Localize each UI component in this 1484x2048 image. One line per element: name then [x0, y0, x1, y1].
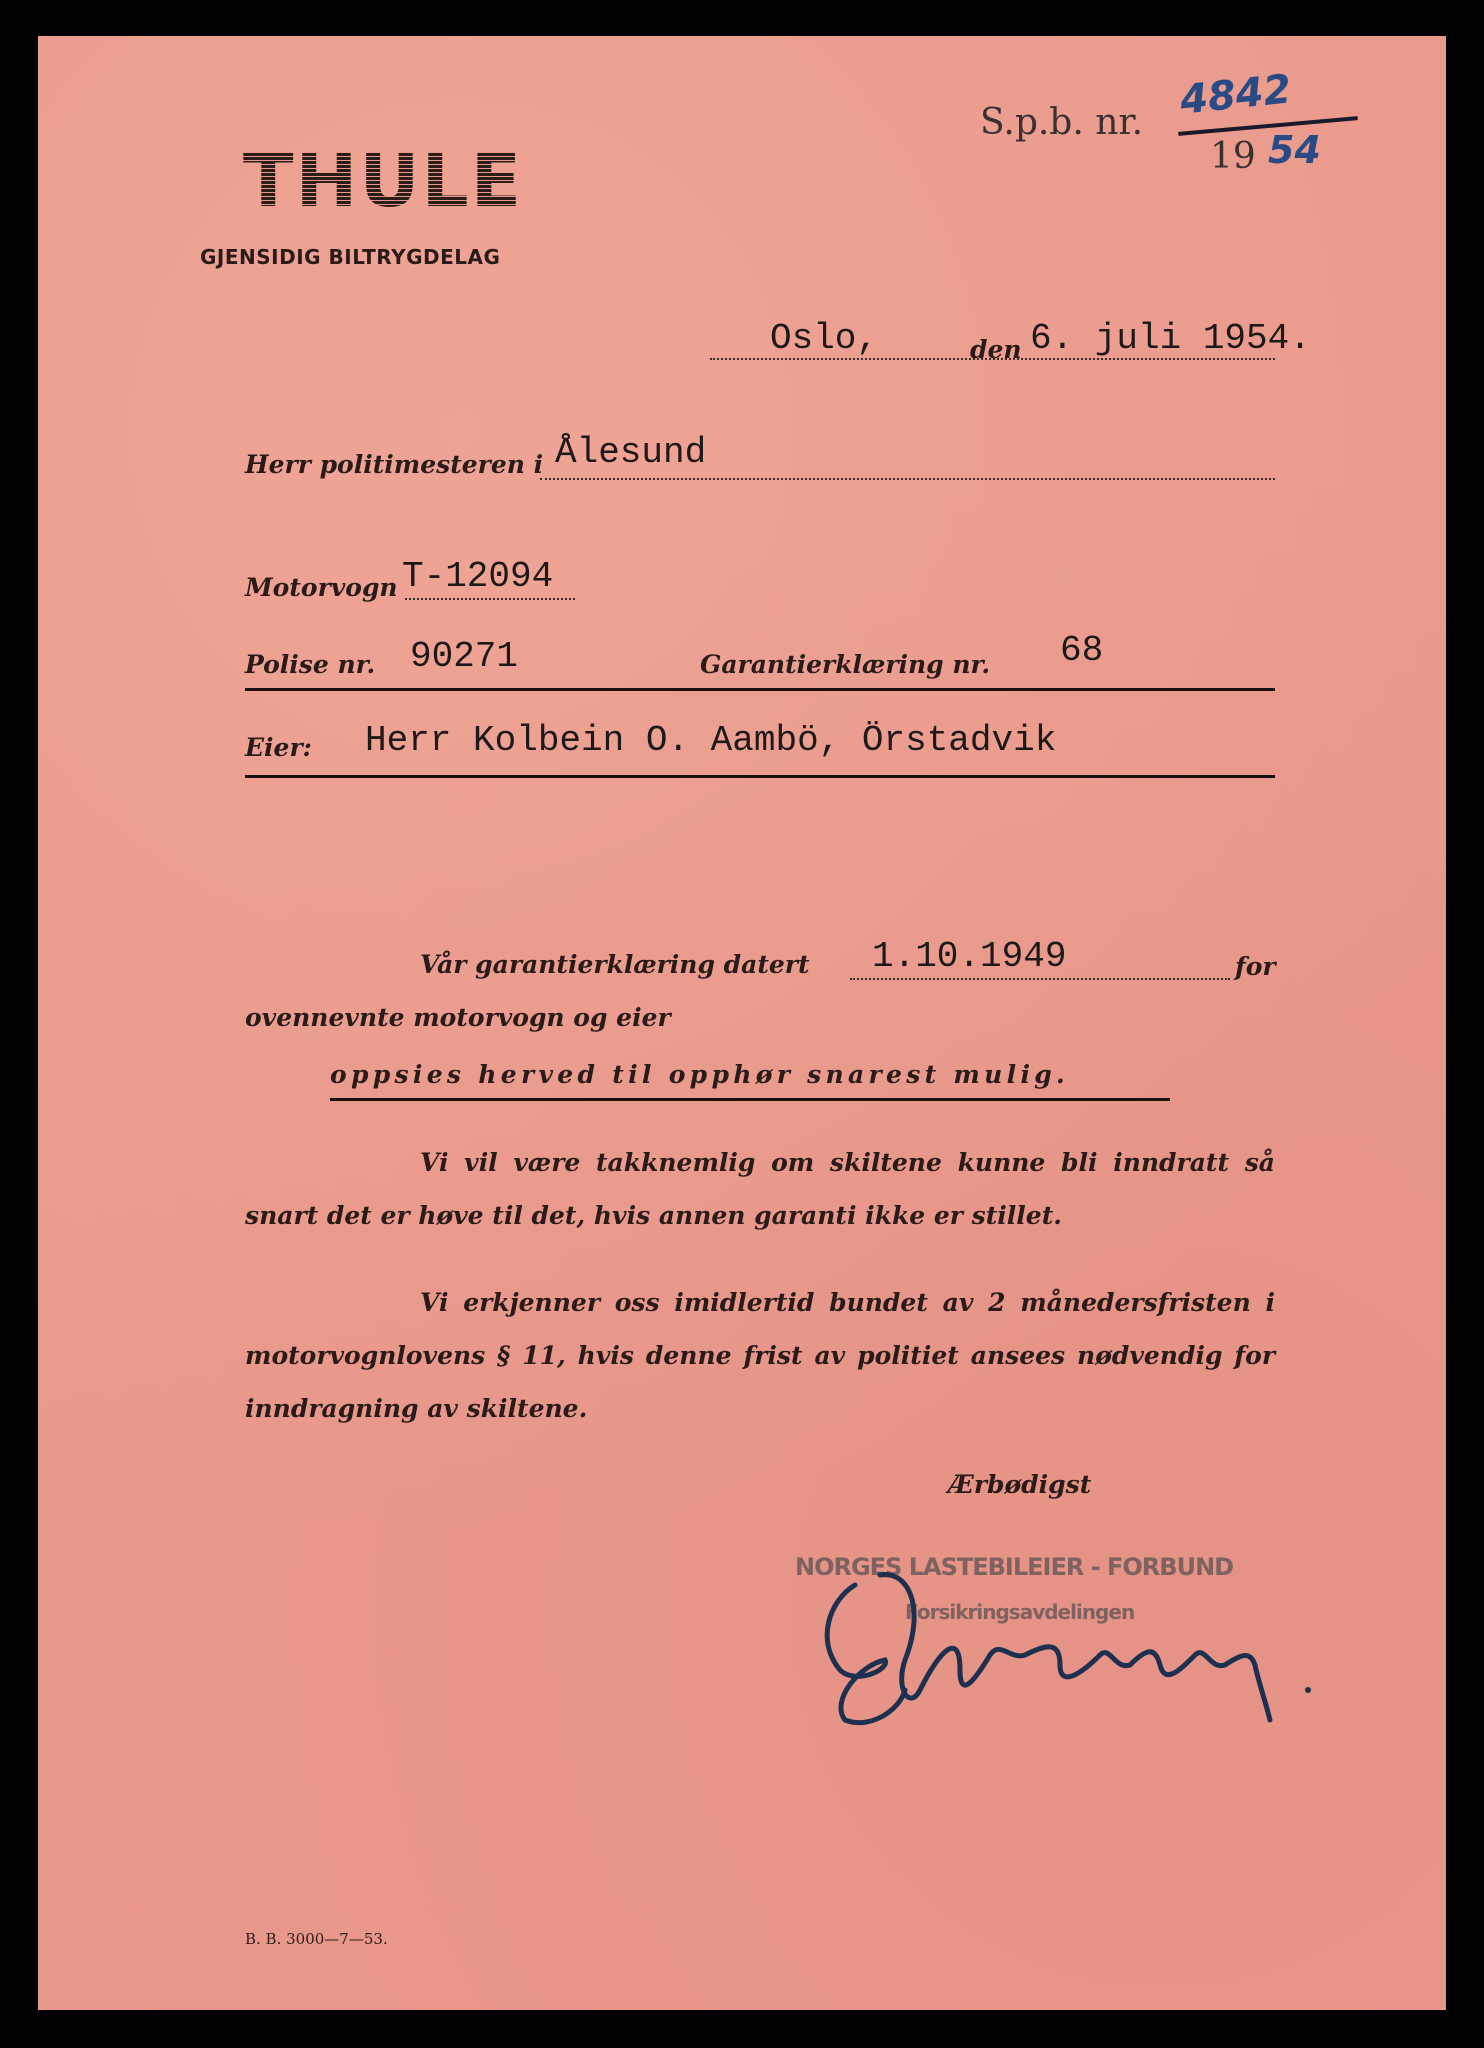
signature-icon: [810, 1570, 1330, 1730]
owner-label: Eier:: [245, 733, 312, 762]
letterhead-subtitle: GJENSIDIG BILTRYGDELAG: [200, 245, 501, 269]
thule-logo: THULE: [243, 138, 524, 224]
policy-rule: [245, 688, 1275, 691]
vehicle-value: T-12094: [402, 556, 554, 597]
termination-underline: [330, 1098, 1170, 1101]
datert-dotted-line: [850, 978, 1230, 980]
registry-label: S.p.b. nr.: [980, 102, 1144, 143]
paragraph-deadline: Vi erkjenner oss imidlertid bundet av 2 månedersfristen i motorvognlovens § 11, hvis denne frist av politiet ansees nødvendig for inndragning av skiltene.: [245, 1288, 1275, 1423]
stamp-line1: NORGES LASTEBILEIER - FORBUND: [795, 1553, 1234, 1581]
registry-year-prefix: 19: [1210, 136, 1256, 177]
recipient-label: Herr politimesteren i: [245, 450, 544, 479]
recipient-dotted-line: [540, 478, 1275, 480]
body-line1-suffix: for: [1235, 952, 1276, 981]
recipient-value: Ålesund: [555, 432, 707, 473]
place-value: Oslo,: [770, 318, 879, 359]
registry-number: 4842: [1177, 66, 1294, 124]
form-code: B. B. 3000—7—53.: [245, 1930, 388, 1948]
date-value: 6. juli 1954.: [1030, 318, 1311, 359]
policy-value: 90271: [410, 636, 519, 677]
den-label: den: [970, 335, 1022, 364]
guarantee-value: 68: [1060, 630, 1104, 671]
paragraph-plates: Vi vil være takknemlig om skiltene kunne bli inndratt så snart det er høve til det, hvis annen garanti ikke er stillet.: [245, 1148, 1275, 1230]
termination-statement: oppsies herved til opphør snarest mulig.: [330, 1060, 1070, 1089]
guarantee-label: Garantierklæring nr.: [700, 650, 991, 679]
owner-rule: [245, 775, 1275, 778]
body-line1-prefix: Vår garantierklæring datert: [420, 950, 810, 979]
vehicle-label: Motorvogn: [245, 573, 398, 602]
registry-year-suffix: 54: [1268, 128, 1321, 172]
owner-value: Herr Kolbein O. Aambö, Örstadvik: [365, 720, 1057, 761]
vehicle-dotted-line: [405, 598, 575, 600]
policy-label: Polise nr.: [245, 650, 376, 679]
guarantee-date: 1.10.1949: [872, 936, 1067, 977]
body-line2: ovennevnte motorvogn og eier: [245, 1003, 671, 1032]
closing: Ærbødigst: [948, 1470, 1092, 1499]
stamp-line2: Forsikringsavdelingen: [905, 1600, 1135, 1624]
